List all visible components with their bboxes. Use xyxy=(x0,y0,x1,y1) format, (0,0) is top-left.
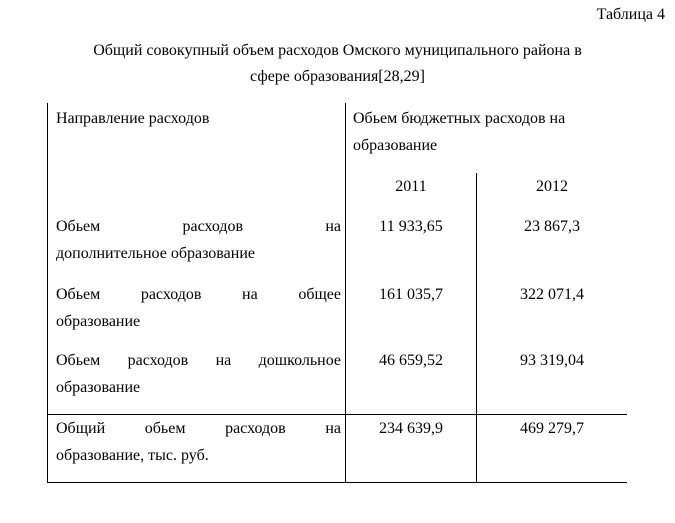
header-year-2012: 2012 xyxy=(536,178,568,195)
row-preschool-education-2011: 46 659,52 xyxy=(379,352,443,369)
row-total-2012: 469 279,7 xyxy=(520,420,584,437)
row-general-education-2012: 322 071,4 xyxy=(520,286,584,303)
header-budget-group-line-1: Обьем бюджетных расходов на xyxy=(353,110,566,127)
header-expense-direction: Направление расходов xyxy=(56,110,210,127)
row-label-line-1: Обьем расходов на дошкольное xyxy=(56,352,341,369)
row-total-label xyxy=(56,415,341,469)
row-label-line-1: Обьем расходов на xyxy=(56,218,341,235)
row-label-line-2: образование xyxy=(56,379,141,396)
row-label-line-1: Общий обьем расходов на xyxy=(56,420,341,437)
row-total-2011: 234 639,9 xyxy=(379,420,443,437)
header-budget-group xyxy=(353,105,627,159)
header-year-2011: 2011 xyxy=(395,178,427,195)
row-general-education-label xyxy=(56,281,341,335)
table-left-border xyxy=(47,103,48,483)
row-additional-education-2012: 23 867,3 xyxy=(524,218,580,235)
row-preschool-education-2012: 93 319,04 xyxy=(520,352,584,369)
row-label-line-2: образование, тыс. руб. xyxy=(56,447,209,464)
table-number-label: Таблица 4 xyxy=(596,6,665,23)
table-title-line-1: Общий совокупный объем расходов Омского муниципального района в xyxy=(93,42,582,59)
row-general-education-2011: 161 035,7 xyxy=(379,286,443,303)
table-title xyxy=(0,38,675,90)
row-additional-education-label xyxy=(56,213,341,267)
row-additional-education-2011: 11 933,65 xyxy=(379,218,443,235)
expenses-table xyxy=(47,103,627,483)
header-budget-group-line-2: образование xyxy=(353,137,438,154)
table-bottom-border xyxy=(47,482,627,483)
row-label-line-2: дополнительное образование xyxy=(56,245,255,262)
row-label-line-2: образование xyxy=(56,313,141,330)
row-preschool-education-label xyxy=(56,347,341,401)
row-label-line-1: Обьем расходов на общее xyxy=(56,286,341,303)
table-title-line-2: сфере образования[28,29] xyxy=(250,68,425,85)
